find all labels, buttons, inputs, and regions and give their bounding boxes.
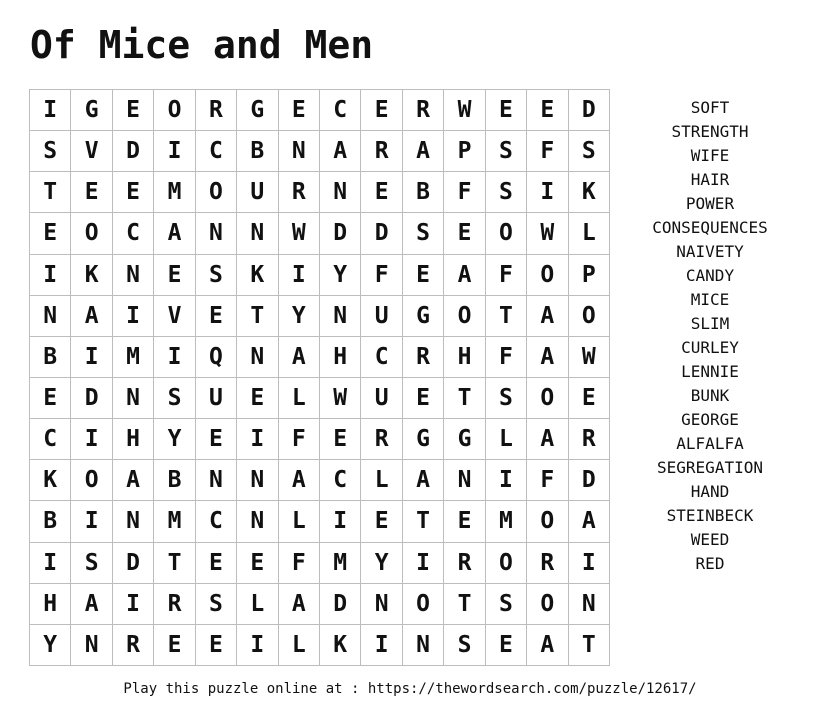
- grid-cell: N: [71, 625, 112, 666]
- grid-cell: S: [486, 172, 527, 213]
- grid-cell: S: [569, 131, 610, 172]
- grid-cell: E: [196, 625, 237, 666]
- grid-cell: B: [154, 460, 195, 501]
- grid-cell: C: [361, 337, 402, 378]
- grid-cell: L: [279, 378, 320, 419]
- grid-cell: A: [444, 255, 485, 296]
- grid-cell: E: [320, 419, 361, 460]
- grid-cell: A: [279, 460, 320, 501]
- grid-cell: I: [113, 296, 154, 337]
- grid-cell: O: [486, 213, 527, 254]
- grid-cell: E: [71, 172, 112, 213]
- grid-cell: N: [196, 460, 237, 501]
- grid-cell: K: [569, 172, 610, 213]
- grid-cell: I: [71, 501, 112, 542]
- word-list-item: CURLEY: [681, 338, 739, 357]
- grid-cell: E: [30, 378, 71, 419]
- footer-puzzle-link-text: Play this puzzle online at : https://thewordsearch.com/puzzle/12617/: [123, 681, 697, 697]
- grid-cell: R: [569, 419, 610, 460]
- grid-cell: A: [527, 337, 568, 378]
- grid-cell: F: [486, 337, 527, 378]
- grid-cell: I: [71, 337, 112, 378]
- grid-cell: E: [444, 501, 485, 542]
- grid-cell: F: [486, 255, 527, 296]
- word-list-item: MICE: [690, 290, 730, 309]
- grid-cell: R: [154, 584, 195, 625]
- grid-cell: G: [444, 419, 485, 460]
- grid-cell: S: [30, 131, 71, 172]
- grid-cell: Y: [30, 625, 71, 666]
- grid-cell: T: [154, 543, 195, 584]
- grid-cell: M: [486, 501, 527, 542]
- grid-cell: C: [30, 419, 71, 460]
- grid-cell: N: [113, 501, 154, 542]
- grid-cell: E: [444, 213, 485, 254]
- grid-cell: G: [71, 90, 112, 131]
- grid-cell: D: [569, 90, 610, 131]
- word-list-item: CONSEQUENCES: [652, 218, 768, 237]
- grid-cell: S: [196, 584, 237, 625]
- grid-cell: W: [527, 213, 568, 254]
- word-list-item: LENNIE: [681, 362, 739, 381]
- grid-cell: C: [320, 460, 361, 501]
- grid-cell: O: [527, 255, 568, 296]
- grid-cell: A: [279, 584, 320, 625]
- letter-grid: [29, 89, 610, 666]
- grid-cell: L: [569, 213, 610, 254]
- grid-cell: I: [320, 501, 361, 542]
- word-list-item: SOFT: [690, 98, 730, 117]
- grid-cell: N: [320, 172, 361, 213]
- word-list-item: SLIM: [690, 314, 730, 333]
- grid-cell: O: [486, 543, 527, 584]
- grid-cell: H: [113, 419, 154, 460]
- word-list-item: NAIVETY: [676, 242, 744, 261]
- grid-cell: E: [361, 501, 402, 542]
- grid-cell: N: [403, 625, 444, 666]
- grid-cell: H: [444, 337, 485, 378]
- grid-cell: O: [527, 501, 568, 542]
- grid-cell: E: [154, 625, 195, 666]
- grid-cell: E: [30, 213, 71, 254]
- grid-cell: N: [196, 213, 237, 254]
- grid-cell: T: [444, 584, 485, 625]
- grid-cell: G: [237, 90, 278, 131]
- grid-cell: K: [71, 255, 112, 296]
- grid-cell: S: [444, 625, 485, 666]
- grid-cell: C: [320, 90, 361, 131]
- grid-cell: R: [361, 419, 402, 460]
- grid-cell: D: [320, 213, 361, 254]
- grid-cell: T: [486, 296, 527, 337]
- grid-cell: M: [154, 172, 195, 213]
- grid-cell: E: [113, 172, 154, 213]
- grid-cell: O: [527, 584, 568, 625]
- grid-cell: V: [71, 131, 112, 172]
- grid-cell: T: [444, 378, 485, 419]
- grid-cell: I: [527, 172, 568, 213]
- grid-cell: E: [403, 378, 444, 419]
- grid-cell: L: [486, 419, 527, 460]
- grid-cell: N: [30, 296, 71, 337]
- grid-cell: E: [279, 90, 320, 131]
- grid-cell: S: [486, 584, 527, 625]
- grid-cell: L: [361, 460, 402, 501]
- grid-cell: H: [30, 584, 71, 625]
- grid-cell: R: [279, 172, 320, 213]
- word-list-item: CANDY: [685, 266, 735, 285]
- word-list-item: BUNK: [690, 386, 730, 405]
- grid-cell: Y: [154, 419, 195, 460]
- grid-cell: A: [403, 460, 444, 501]
- grid-cell: E: [154, 255, 195, 296]
- grid-cell: E: [237, 543, 278, 584]
- grid-cell: K: [237, 255, 278, 296]
- grid-cell: N: [237, 460, 278, 501]
- grid-cell: O: [569, 296, 610, 337]
- word-list-item: POWER: [685, 194, 735, 213]
- word-list-item: HAND: [690, 482, 730, 501]
- grid-cell: D: [569, 460, 610, 501]
- grid-cell: E: [196, 543, 237, 584]
- grid-cell: M: [154, 501, 195, 542]
- grid-cell: U: [196, 378, 237, 419]
- grid-cell: F: [527, 460, 568, 501]
- grid-cell: R: [113, 625, 154, 666]
- grid-cell: I: [30, 255, 71, 296]
- grid-cell: E: [361, 90, 402, 131]
- grid-cell: A: [154, 213, 195, 254]
- grid-cell: S: [71, 543, 112, 584]
- grid-cell: R: [403, 90, 444, 131]
- grid-cell: E: [237, 378, 278, 419]
- grid-cell: F: [527, 131, 568, 172]
- grid-cell: S: [486, 131, 527, 172]
- grid-cell: M: [113, 337, 154, 378]
- grid-cell: C: [196, 501, 237, 542]
- grid-cell: I: [237, 625, 278, 666]
- grid-cell: E: [196, 296, 237, 337]
- grid-cell: W: [569, 337, 610, 378]
- grid-cell: A: [569, 501, 610, 542]
- grid-cell: F: [279, 543, 320, 584]
- grid-cell: E: [196, 419, 237, 460]
- word-list-item: WEED: [690, 530, 730, 549]
- grid-cell: L: [237, 584, 278, 625]
- grid-cell: T: [237, 296, 278, 337]
- grid-cell: I: [30, 90, 71, 131]
- grid-cell: I: [154, 337, 195, 378]
- grid-cell: W: [320, 378, 361, 419]
- grid-cell: O: [196, 172, 237, 213]
- grid-cell: L: [279, 501, 320, 542]
- grid-cell: I: [569, 543, 610, 584]
- grid-cell: O: [71, 213, 112, 254]
- word-list-item: STRENGTH: [671, 122, 749, 141]
- grid-cell: P: [444, 131, 485, 172]
- grid-cell: K: [320, 625, 361, 666]
- grid-cell: S: [403, 213, 444, 254]
- grid-cell: Y: [320, 255, 361, 296]
- grid-cell: I: [403, 543, 444, 584]
- grid-cell: F: [279, 419, 320, 460]
- grid-cell: N: [113, 255, 154, 296]
- grid-cell: I: [113, 584, 154, 625]
- grid-cell: A: [403, 131, 444, 172]
- grid-cell: A: [527, 625, 568, 666]
- grid-cell: N: [320, 296, 361, 337]
- grid-cell: E: [113, 90, 154, 131]
- grid-cell: S: [154, 378, 195, 419]
- grid-cell: D: [113, 131, 154, 172]
- grid-cell: N: [237, 501, 278, 542]
- grid-cell: A: [71, 296, 112, 337]
- grid-cell: D: [320, 584, 361, 625]
- grid-cell: K: [30, 460, 71, 501]
- grid-cell: O: [154, 90, 195, 131]
- grid-cell: I: [30, 543, 71, 584]
- grid-cell: L: [279, 625, 320, 666]
- grid-cell: U: [237, 172, 278, 213]
- grid-cell: I: [486, 460, 527, 501]
- grid-cell: R: [196, 90, 237, 131]
- grid-cell: F: [361, 255, 402, 296]
- page-title: Of Mice and Men: [30, 23, 374, 67]
- grid-cell: G: [403, 419, 444, 460]
- grid-cell: E: [569, 378, 610, 419]
- grid-cell: R: [527, 543, 568, 584]
- grid-cell: I: [279, 255, 320, 296]
- grid-cell: B: [237, 131, 278, 172]
- grid-cell: A: [527, 296, 568, 337]
- grid-cell: N: [237, 213, 278, 254]
- grid-cell: A: [71, 584, 112, 625]
- word-list-item: STEINBECK: [666, 506, 754, 525]
- grid-cell: I: [71, 419, 112, 460]
- grid-cell: E: [527, 90, 568, 131]
- grid-cell: O: [71, 460, 112, 501]
- grid-cell: D: [71, 378, 112, 419]
- grid-cell: V: [154, 296, 195, 337]
- grid-cell: Y: [279, 296, 320, 337]
- grid-cell: E: [486, 90, 527, 131]
- word-list-item: RED: [695, 554, 725, 573]
- grid-cell: I: [154, 131, 195, 172]
- grid-cell: N: [113, 378, 154, 419]
- grid-cell: O: [403, 584, 444, 625]
- grid-cell: Y: [361, 543, 402, 584]
- grid-cell: B: [403, 172, 444, 213]
- grid-cell: Q: [196, 337, 237, 378]
- grid-cell: N: [279, 131, 320, 172]
- grid-cell: C: [113, 213, 154, 254]
- grid-cell: R: [403, 337, 444, 378]
- grid-cell: W: [279, 213, 320, 254]
- grid-cell: E: [361, 172, 402, 213]
- grid-cell: T: [569, 625, 610, 666]
- grid-cell: W: [444, 90, 485, 131]
- grid-cell: M: [320, 543, 361, 584]
- grid-cell: N: [237, 337, 278, 378]
- grid-cell: R: [444, 543, 485, 584]
- grid-cell: I: [361, 625, 402, 666]
- grid-cell: S: [486, 378, 527, 419]
- word-list-item: HAIR: [690, 170, 730, 189]
- grid-cell: O: [444, 296, 485, 337]
- grid-cell: R: [361, 131, 402, 172]
- grid-cell: E: [403, 255, 444, 296]
- grid-cell: F: [444, 172, 485, 213]
- grid-cell: C: [196, 131, 237, 172]
- grid-cell: A: [113, 460, 154, 501]
- grid-cell: N: [361, 584, 402, 625]
- grid-cell: O: [527, 378, 568, 419]
- grid-cell: D: [361, 213, 402, 254]
- grid-cell: P: [569, 255, 610, 296]
- grid-cell: N: [444, 460, 485, 501]
- grid-cell: U: [361, 378, 402, 419]
- grid-cell: G: [403, 296, 444, 337]
- word-list: [630, 96, 790, 576]
- grid-cell: B: [30, 501, 71, 542]
- grid-cell: H: [320, 337, 361, 378]
- word-list-item: ALFALFA: [676, 434, 744, 453]
- grid-cell: T: [403, 501, 444, 542]
- grid-cell: B: [30, 337, 71, 378]
- grid-cell: I: [237, 419, 278, 460]
- word-list-item: GEORGE: [681, 410, 739, 429]
- grid-cell: A: [527, 419, 568, 460]
- grid-cell: E: [486, 625, 527, 666]
- grid-cell: A: [279, 337, 320, 378]
- grid-cell: A: [320, 131, 361, 172]
- grid-cell: S: [196, 255, 237, 296]
- grid-cell: N: [569, 584, 610, 625]
- grid-cell: U: [361, 296, 402, 337]
- grid-cell: T: [30, 172, 71, 213]
- grid-cell: D: [113, 543, 154, 584]
- word-list-item: SEGREGATION: [657, 458, 763, 477]
- word-list-item: WIFE: [690, 146, 730, 165]
